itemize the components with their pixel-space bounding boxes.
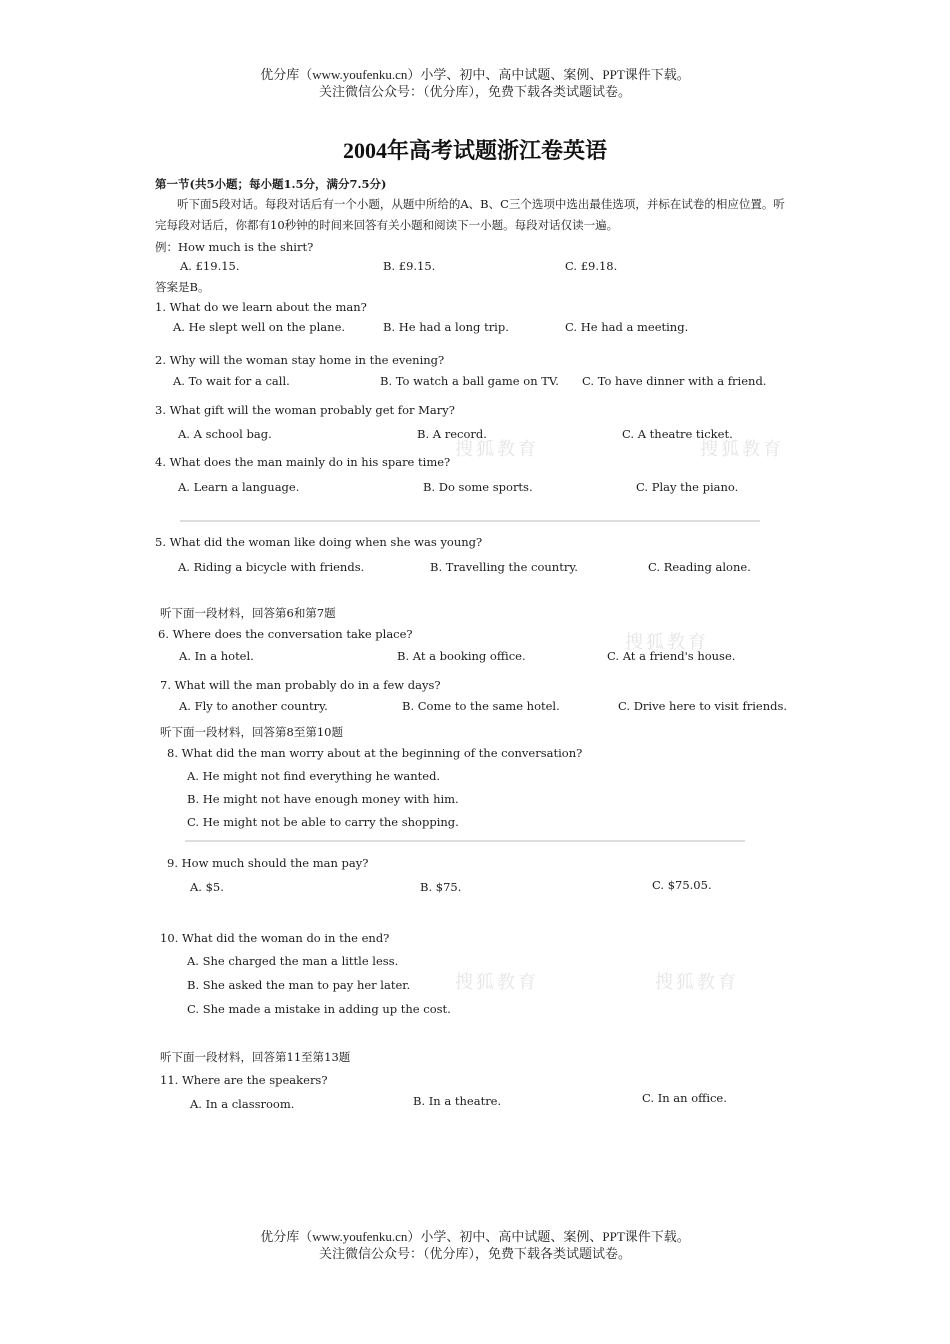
watermark: 搜狐教育	[455, 439, 539, 460]
scan-artifact	[180, 520, 760, 522]
question: 4. What does the man mainly do in his spare time?	[155, 455, 451, 469]
footer-line-1: 优分库（www.youfenku.cn）小学、初中、高中试题、案例、PPT课件下载。	[260, 1229, 690, 1244]
option-a: A. In a classroom.	[190, 1097, 295, 1111]
option-b: B. At a booking office.	[397, 649, 526, 663]
watermark: 搜狐教育	[655, 972, 739, 993]
scan-artifact	[185, 840, 745, 842]
question: 6. Where does the conversation take place?	[158, 627, 413, 641]
option-c: C. Play the piano.	[636, 480, 739, 494]
option-c: C. Drive here to visit friends.	[618, 699, 788, 713]
option-b: B. Travelling the country.	[430, 560, 578, 574]
option-c: C. To have dinner with a friend.	[582, 374, 767, 388]
page-footer	[0, 1228, 950, 1262]
footer-line-2: 关注微信公众号：（优分库），免费下载各类试题试卷。	[318, 1246, 631, 1261]
question: 11. Where are the speakers?	[160, 1073, 328, 1087]
option-b: B. In a theatre.	[413, 1094, 502, 1108]
watermark: 搜狐教育	[625, 632, 709, 653]
group-heading: 听下面一段材料，回答第8至第10题	[160, 725, 343, 739]
group-heading: 听下面一段材料，回答第11至第13题	[160, 1050, 351, 1064]
option-b: B. Do some sports.	[423, 480, 533, 494]
example-answer: 答案是B。	[155, 280, 210, 294]
option-a: A. Learn a language.	[178, 480, 300, 494]
option-c: C. A theatre ticket.	[622, 427, 733, 441]
question: 3. What gift will the woman probably get for Mary?	[155, 403, 455, 417]
question: 1. What do we learn about the man?	[155, 300, 367, 314]
option-c: C. $75.05.	[652, 878, 712, 892]
header-line-1: 优分库（www.youfenku.cn）小学、初中、高中试题、案例、PPT课件下载。	[260, 67, 690, 82]
option-c: C. He might not be able to carry the shopping.	[187, 815, 459, 829]
group-heading: 听下面一段材料，回答第6和第7题	[160, 606, 336, 620]
header-line-2: 关注微信公众号：（优分库），免费下载各类试题试卷。	[318, 84, 631, 99]
option-a: A. He slept well on the plane.	[173, 320, 346, 334]
option-b: B. He might not have enough money with him.	[187, 792, 459, 806]
option-a: A. Fly to another country.	[179, 699, 328, 713]
watermark: 搜狐教育	[455, 972, 539, 993]
option-c: C. In an office.	[642, 1091, 727, 1105]
option-b: B. Come to the same hotel.	[402, 699, 560, 713]
example-option-c: C. £9.18.	[565, 259, 618, 273]
question: 5. What did the woman like doing when she was young?	[155, 535, 483, 549]
example-question: 例：How much is the shirt?	[155, 240, 314, 254]
option-a: A. A school bag.	[178, 427, 272, 441]
option-b: B. He had a long trip.	[383, 320, 509, 334]
option-a: A. To wait for a call.	[173, 374, 290, 388]
option-a: A. Riding a bicycle with friends.	[178, 560, 365, 574]
option-b: B. A record.	[417, 427, 487, 441]
page-header	[0, 66, 950, 100]
option-a: A. She charged the man a little less.	[187, 954, 399, 968]
example-option-a: A. £19.15.	[180, 259, 240, 273]
question: 10. What did the woman do in the end?	[160, 931, 390, 945]
section-heading: 第一节(共5小题；每小题1.5分，满分7.5分)	[155, 177, 387, 191]
question: 7. What will the man probably do in a few days?	[160, 678, 441, 692]
question: 2. Why will the woman stay home in the evening?	[155, 353, 445, 367]
example-option-b: B. £9.15.	[383, 259, 436, 273]
option-a: A. He might not find everything he wanted.	[187, 769, 441, 783]
option-c: C. Reading alone.	[648, 560, 751, 574]
option-b: B. She asked the man to pay her later.	[187, 978, 411, 992]
question: 9. How much should the man pay?	[167, 856, 369, 870]
option-c: C. At a friend's house.	[607, 649, 736, 663]
question: 8. What did the man worry about at the beginning of the conversation?	[167, 746, 583, 760]
section-instructions	[155, 194, 785, 236]
option-c: C. He had a meeting.	[565, 320, 689, 334]
option-b: B. $75.	[420, 880, 462, 894]
option-c: C. She made a mistake in adding up the cost.	[187, 1002, 451, 1016]
option-a: A. In a hotel.	[179, 649, 254, 663]
option-b: B. To watch a ball game on TV.	[380, 374, 559, 388]
option-a: A. $5.	[190, 880, 224, 894]
page-title: 2004年高考试题浙江卷英语	[342, 138, 607, 163]
watermark: 搜狐教育	[700, 439, 784, 460]
instructions-text: 听下面5段对话。每段对话后有一个小题，从题中所给的A、B、C三个选项中选出最佳选项，并标在试卷的相应位置。听完每段对话后，你都有10秒钟的时间来回答有关小题和阅读下一小题。每段对话仅读一遍。	[155, 197, 785, 232]
